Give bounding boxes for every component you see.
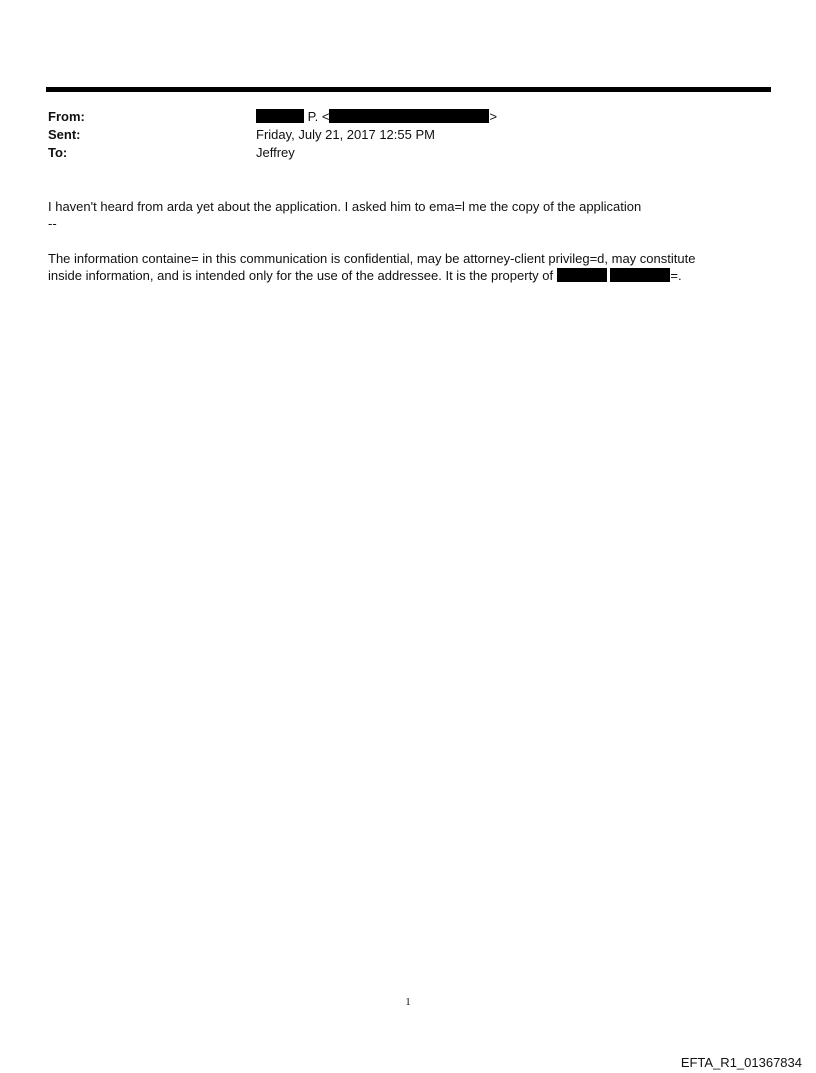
to-row	[48, 144, 748, 162]
to-label: To:	[48, 145, 68, 160]
paragraph-gap	[48, 232, 768, 250]
email-header	[48, 108, 748, 162]
to-value: Jeffrey	[256, 145, 295, 160]
message-line: I haven't heard from arda yet about the application. I asked him to ema=l me the copy of the application	[48, 199, 642, 214]
from-row	[48, 108, 748, 126]
sent-label: Sent:	[48, 127, 81, 142]
redaction-box	[610, 268, 670, 282]
email-body	[48, 198, 768, 284]
redaction-box	[329, 109, 489, 123]
disclaimer-end: =.	[670, 268, 682, 283]
sent-row	[48, 126, 748, 144]
page-number: 1	[405, 996, 411, 1008]
disclaimer-line-1: The information containe= in this communication is confidential, may be attorney-client privileg=d, may constitute	[48, 251, 696, 266]
header-divider	[46, 87, 771, 92]
sent-value: Friday, July 21, 2017 12:55 PM	[256, 127, 435, 142]
disclaimer-text: inside information, and is intended only for the use of the addressee. It is the property of	[48, 268, 554, 283]
from-value	[256, 108, 497, 126]
disclaimer-line-2	[48, 267, 768, 284]
from-email-close: >	[489, 109, 498, 124]
redaction-box	[557, 268, 607, 282]
document-id: EFTA_R1_01367834	[680, 1055, 802, 1070]
from-name-fragment: P. <	[307, 109, 330, 124]
from-label: From:	[48, 109, 85, 124]
redaction-box	[256, 109, 304, 123]
signature-separator: --	[48, 216, 57, 231]
